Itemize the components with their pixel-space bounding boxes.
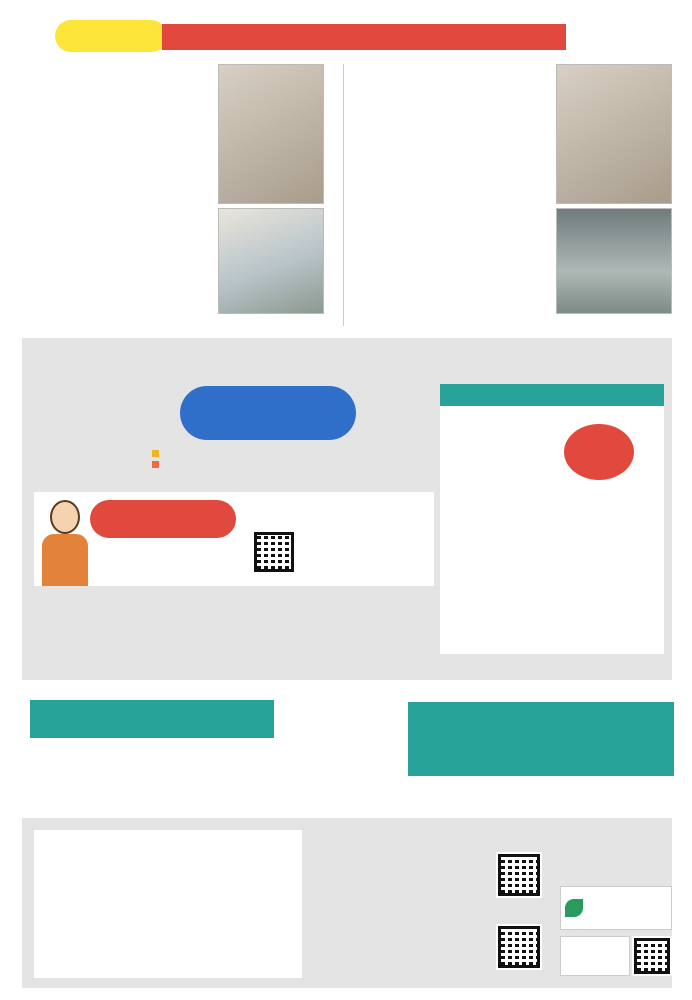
voices-box [408, 702, 674, 776]
footer-qr-code-1[interactable] [498, 854, 540, 896]
pie-callout [180, 386, 356, 440]
left-photo-people [218, 64, 324, 204]
moe-leaf-icon [565, 899, 583, 917]
bar-callout [564, 424, 634, 480]
bar-chart [440, 440, 664, 650]
story-divider [343, 64, 344, 326]
decokatsu-qr-code[interactable] [634, 938, 670, 974]
bar-chart-title [440, 384, 664, 406]
header-badge [55, 20, 167, 52]
right-photo-people [556, 64, 672, 204]
right-body [362, 136, 550, 324]
legend-swatch-orange [152, 461, 159, 468]
person-illustration [40, 500, 90, 586]
pie-legend [152, 450, 162, 472]
calc-conditions [34, 590, 432, 674]
right-photo-window [556, 208, 672, 314]
youtube-qr-code[interactable] [254, 532, 294, 572]
expectation-bubble [90, 500, 236, 538]
footer-qr-code-2[interactable] [498, 926, 540, 968]
satisfaction-banner [30, 700, 274, 738]
legend-swatch-yellow [152, 450, 159, 457]
satisfaction-pie-chart [284, 694, 394, 804]
moe-logo [560, 886, 672, 930]
left-body [26, 136, 214, 324]
left-photo-window [218, 208, 324, 314]
header-title [162, 24, 566, 50]
decokatsu-logo [560, 936, 630, 976]
footer-blank-box [34, 830, 302, 978]
house-pie-chart [36, 368, 162, 494]
